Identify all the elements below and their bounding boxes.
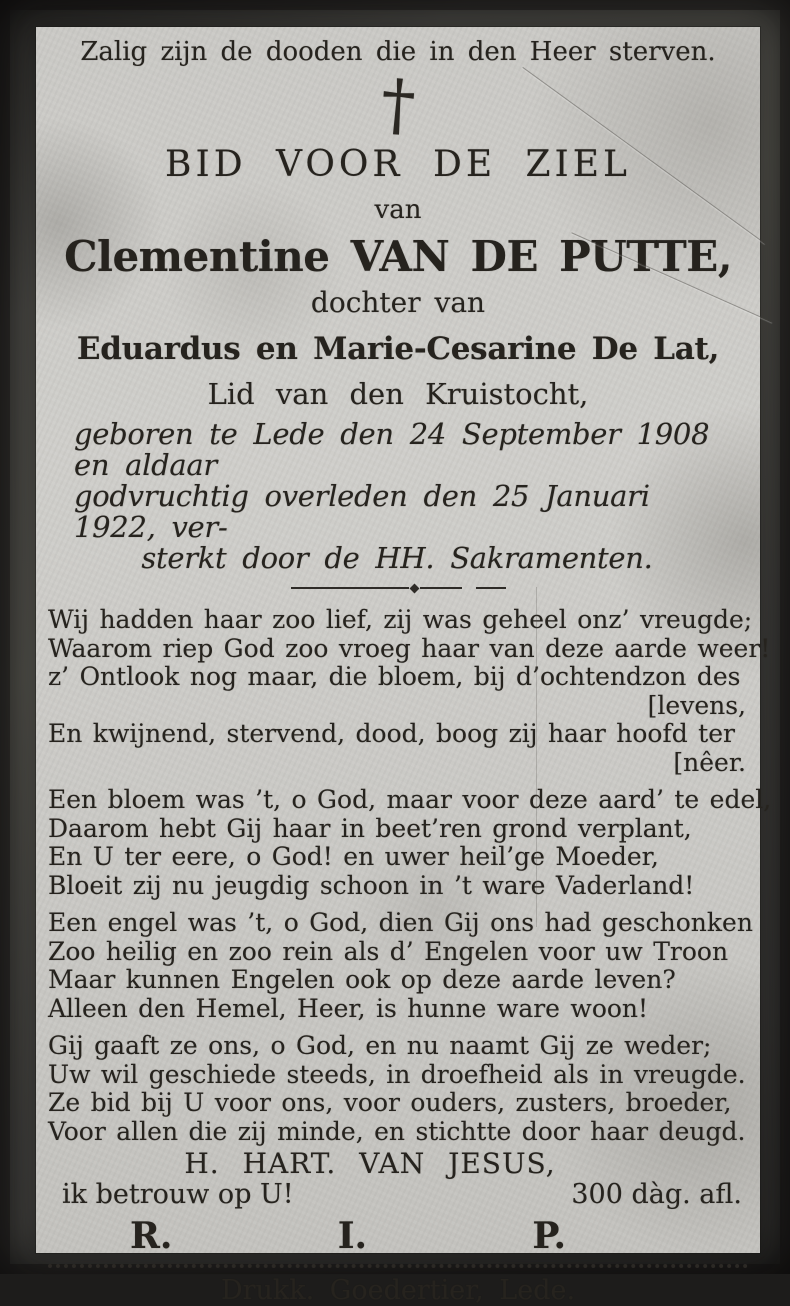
trust-line: ik betrouw op U!	[62, 1179, 294, 1210]
poem-line: Gij gaaft ze ons, o God, en nu naamt Gij ze weder;	[48, 1031, 712, 1060]
rip-letter-r: R.	[130, 1215, 173, 1257]
poem-line: En U ter eere, o God! en uwer heil’ge Moeder,	[48, 842, 659, 871]
dotted-divider	[48, 1264, 748, 1268]
relation-line: dochter van	[310, 286, 486, 319]
memorial-poem	[48, 605, 772, 1146]
poem-line: Alleen den Hemel, Heer, is hunne ware woon!	[48, 993, 649, 1023]
poem-stanza-3	[48, 908, 753, 1023]
poem-line: Uw wil geschiede steeds, in droefheid als in vreugde.	[48, 1059, 746, 1089]
indulgence-note: 300 dàg. afl.	[571, 1179, 742, 1210]
rip-letter-i: I.	[337, 1215, 368, 1257]
rip-letter-p: P.	[532, 1215, 566, 1257]
biography-line: sterkt door de HH. Sakramenten.	[141, 541, 653, 575]
poem-stanza-1	[48, 605, 771, 777]
divider-line	[476, 587, 506, 589]
poem-line: Wij hadden haar zoo lief, zij was geheel onz’ vreugde;	[48, 605, 753, 634]
poem-stanza-2	[48, 785, 772, 900]
poem-line: En kwijnend, stervend, dood, boog zij haar hoofd ter	[48, 719, 735, 748]
biography-block	[74, 419, 720, 574]
dedication-line: H. HART. VAN JESUS,	[184, 1147, 556, 1180]
membership-line: Lid van den Kruistocht,	[207, 377, 589, 411]
parents-name: Eduardus en Marie-Cesarine De Lat,	[76, 331, 720, 367]
deceased-name: Clementine VAN DE PUTTE,	[64, 232, 732, 281]
poem-line: Voor allen die zij minde, en stichtte door haar deugd.	[48, 1116, 746, 1146]
cross-row	[48, 64, 748, 147]
poem-line: Ze bid bij U voor ons, voor ouders, zusters, broeder,	[48, 1088, 732, 1117]
divider-line	[420, 587, 462, 589]
poem-turnover-line: [levens,	[647, 690, 746, 720]
diamond-ornament-icon	[409, 583, 419, 593]
biography-line: godvruchtig overleden den 25 Januari 1922, ver-	[74, 479, 650, 544]
card-paper	[36, 27, 772, 1306]
motto-line: Zalig zijn de dooden die in den Heer sterven.	[80, 37, 716, 67]
poem-line: z’ Ontlook nog maar, die bloem, bij d’ochtendzon des	[48, 662, 741, 691]
trust-row	[48, 1180, 748, 1210]
poem-line: Daarom hebt Gij haar in beet’ren grond verplant,	[48, 813, 692, 843]
poem-line: Waarom riep God zoo vroeg haar van deze aarde weer!	[48, 633, 771, 663]
poem-line: Bloeit zij nu jeugdig schoon in ’t ware Vaderland!	[48, 870, 695, 900]
biography-line: geboren te Lede den 24 September 1908 en aldaar	[74, 417, 710, 482]
ornament-divider	[278, 582, 518, 594]
poem-line: Maar kunnen Engelen ook op deze aarde leven?	[48, 965, 676, 994]
rip-initials	[130, 1216, 566, 1256]
poem-line: Een bloem was ’t, o God, maar voor deze aard’ te edel,	[48, 785, 772, 814]
poem-turnover-line: [nêer.	[673, 747, 746, 777]
divider-line	[291, 587, 409, 589]
poem-stanza-4	[48, 1032, 748, 1146]
poem-line: Zoo heilig en zoo rein als d’ Engelen voor uw Troon	[48, 936, 729, 966]
poem-line: Een engel was ’t, o God, dien Gij ons had geschonken	[48, 908, 753, 937]
cross-icon: †	[378, 64, 418, 147]
preposition-van: van	[374, 195, 422, 225]
prayer-title: BID VOOR DE ZIEL	[165, 144, 631, 185]
printer-credit: Drukk. Goedertier, Lede.	[220, 1275, 576, 1306]
